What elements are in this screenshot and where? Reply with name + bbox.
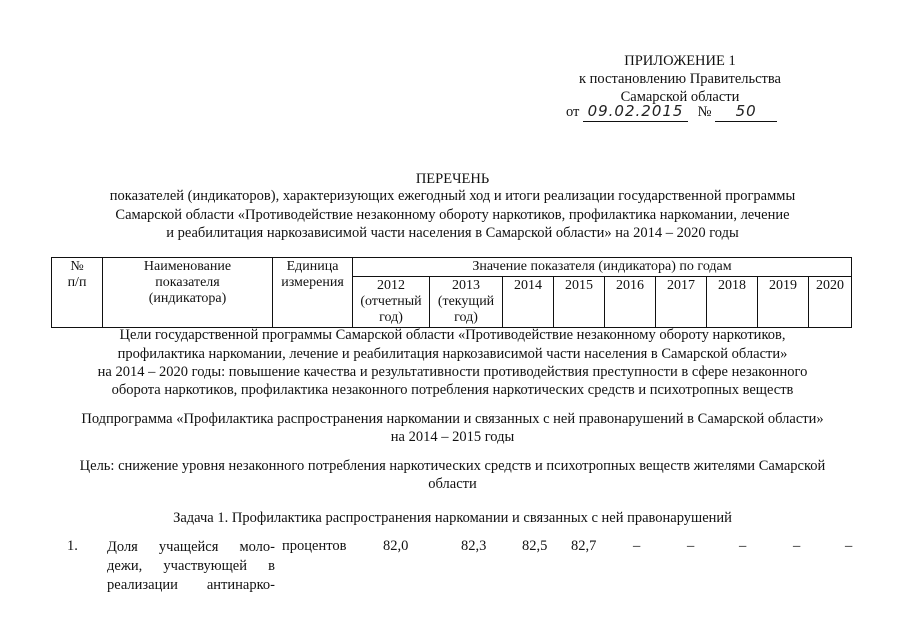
col-year-2019: 2019	[758, 277, 809, 328]
handwritten-date: 09.02.2015	[583, 101, 688, 122]
col-name-label: Наименование	[143, 259, 232, 274]
row-value-2017: –	[687, 538, 695, 554]
row-name-line3: реализации антинарко-	[107, 577, 275, 593]
appendix-line1: к постановлению Правительства	[579, 71, 781, 87]
heading-line1: показателей (индикаторов), характеризующих ежегодный ход и итоги реализации государственной программы	[109, 188, 796, 204]
goals-line4: оборота наркотиков, профилактика незаконного потребления наркотических средств и психотропных веществ	[111, 382, 794, 398]
handwritten-number: 50	[715, 101, 777, 122]
row-value-2014: 82,5	[522, 538, 548, 554]
indicators-table-header	[51, 257, 852, 328]
col-num-label: №	[70, 259, 84, 274]
year-2013-note2: год)	[454, 310, 478, 325]
subprogram-line2: на 2014 – 2015 годы	[390, 429, 515, 445]
goal-line1: Цель: снижение уровня незаконного потребления наркотических средств и психотропных веществ жителями Самарской	[79, 458, 826, 474]
row-value-2018: –	[739, 538, 747, 554]
row-unit: процентов	[282, 538, 347, 554]
col-unit	[273, 258, 353, 328]
row-indicator-name	[107, 538, 275, 595]
col-year-2015: 2015	[554, 277, 605, 328]
goals-line1: Цели государственной программы Самарской области «Противодействие незаконному обороту наркотиков,	[119, 327, 786, 343]
row-value-2015: 82,7	[571, 538, 597, 554]
col-name-label2: показателя	[155, 275, 220, 290]
heading-title: ПЕРЕЧЕНЬ	[415, 171, 490, 187]
col-year-2017: 2017	[656, 277, 707, 328]
col-year-2014: 2014	[503, 277, 554, 328]
row-value-2012: 82,0	[383, 538, 409, 554]
goal-line2: области	[428, 476, 477, 492]
col-num-sub: п/п	[67, 275, 87, 290]
row-name-line1: Доля учащейся моло-	[107, 539, 275, 555]
year-2013-note: (текущий	[437, 294, 495, 309]
heading-line3: и реабилитация наркозависимой части населения в Самарской области» на 2014 – 2020 годы	[166, 225, 739, 241]
col-name-label3: (индикатора)	[148, 291, 227, 306]
row-value-2020: –	[845, 538, 853, 554]
appendix-date-line	[566, 101, 777, 122]
row-value-2016: –	[633, 538, 641, 554]
col-year-2013	[430, 277, 503, 328]
col-year-2012	[353, 277, 430, 328]
col-values-title: Значение показателя (индикатора) по годам	[353, 258, 852, 277]
row-num: 1.	[67, 538, 78, 554]
col-unit-label2: измерения	[281, 275, 344, 290]
appendix-line2: Самарской области	[620, 89, 740, 105]
subprogram-line1: Подпрограмма «Профилактика распространения наркомании и связанных с ней правонарушений в Самарской области»	[81, 411, 824, 427]
heading-line2: Самарской области «Противодействие незаконному обороту наркотиков, профилактика наркомании, лечение	[115, 207, 790, 223]
row-name-line2: дежи, участвующей в	[107, 558, 275, 574]
row-value-2013: 82,3	[461, 538, 487, 554]
task-title: Задача 1. Профилактика распространения наркомании и связанных с ней правонарушений	[173, 510, 732, 526]
col-unit-label: Единица	[286, 259, 339, 274]
col-name	[103, 258, 273, 328]
year-2012-note: (отчетный	[360, 294, 422, 309]
col-year-2020: 2020	[809, 277, 852, 328]
goals-line2: профилактика наркомании, лечение и реабилитация наркозависимой части населения в Самарской области»	[117, 346, 788, 362]
col-year-2018: 2018	[707, 277, 758, 328]
row-value-2019: –	[793, 538, 801, 554]
appendix-title: ПРИЛОЖЕНИЕ 1	[624, 53, 736, 69]
col-year-2016: 2016	[605, 277, 656, 328]
number-prefix: №	[697, 104, 712, 120]
year-2012-note2: год)	[379, 310, 403, 325]
year-2012: 2012	[377, 278, 405, 293]
year-2013: 2013	[452, 278, 480, 293]
goals-line3: на 2014 – 2020 годы: повышение качества и результативности противодействия преступности в сфере незаконного	[97, 364, 808, 380]
col-num	[52, 258, 103, 328]
date-prefix: от	[566, 104, 580, 120]
